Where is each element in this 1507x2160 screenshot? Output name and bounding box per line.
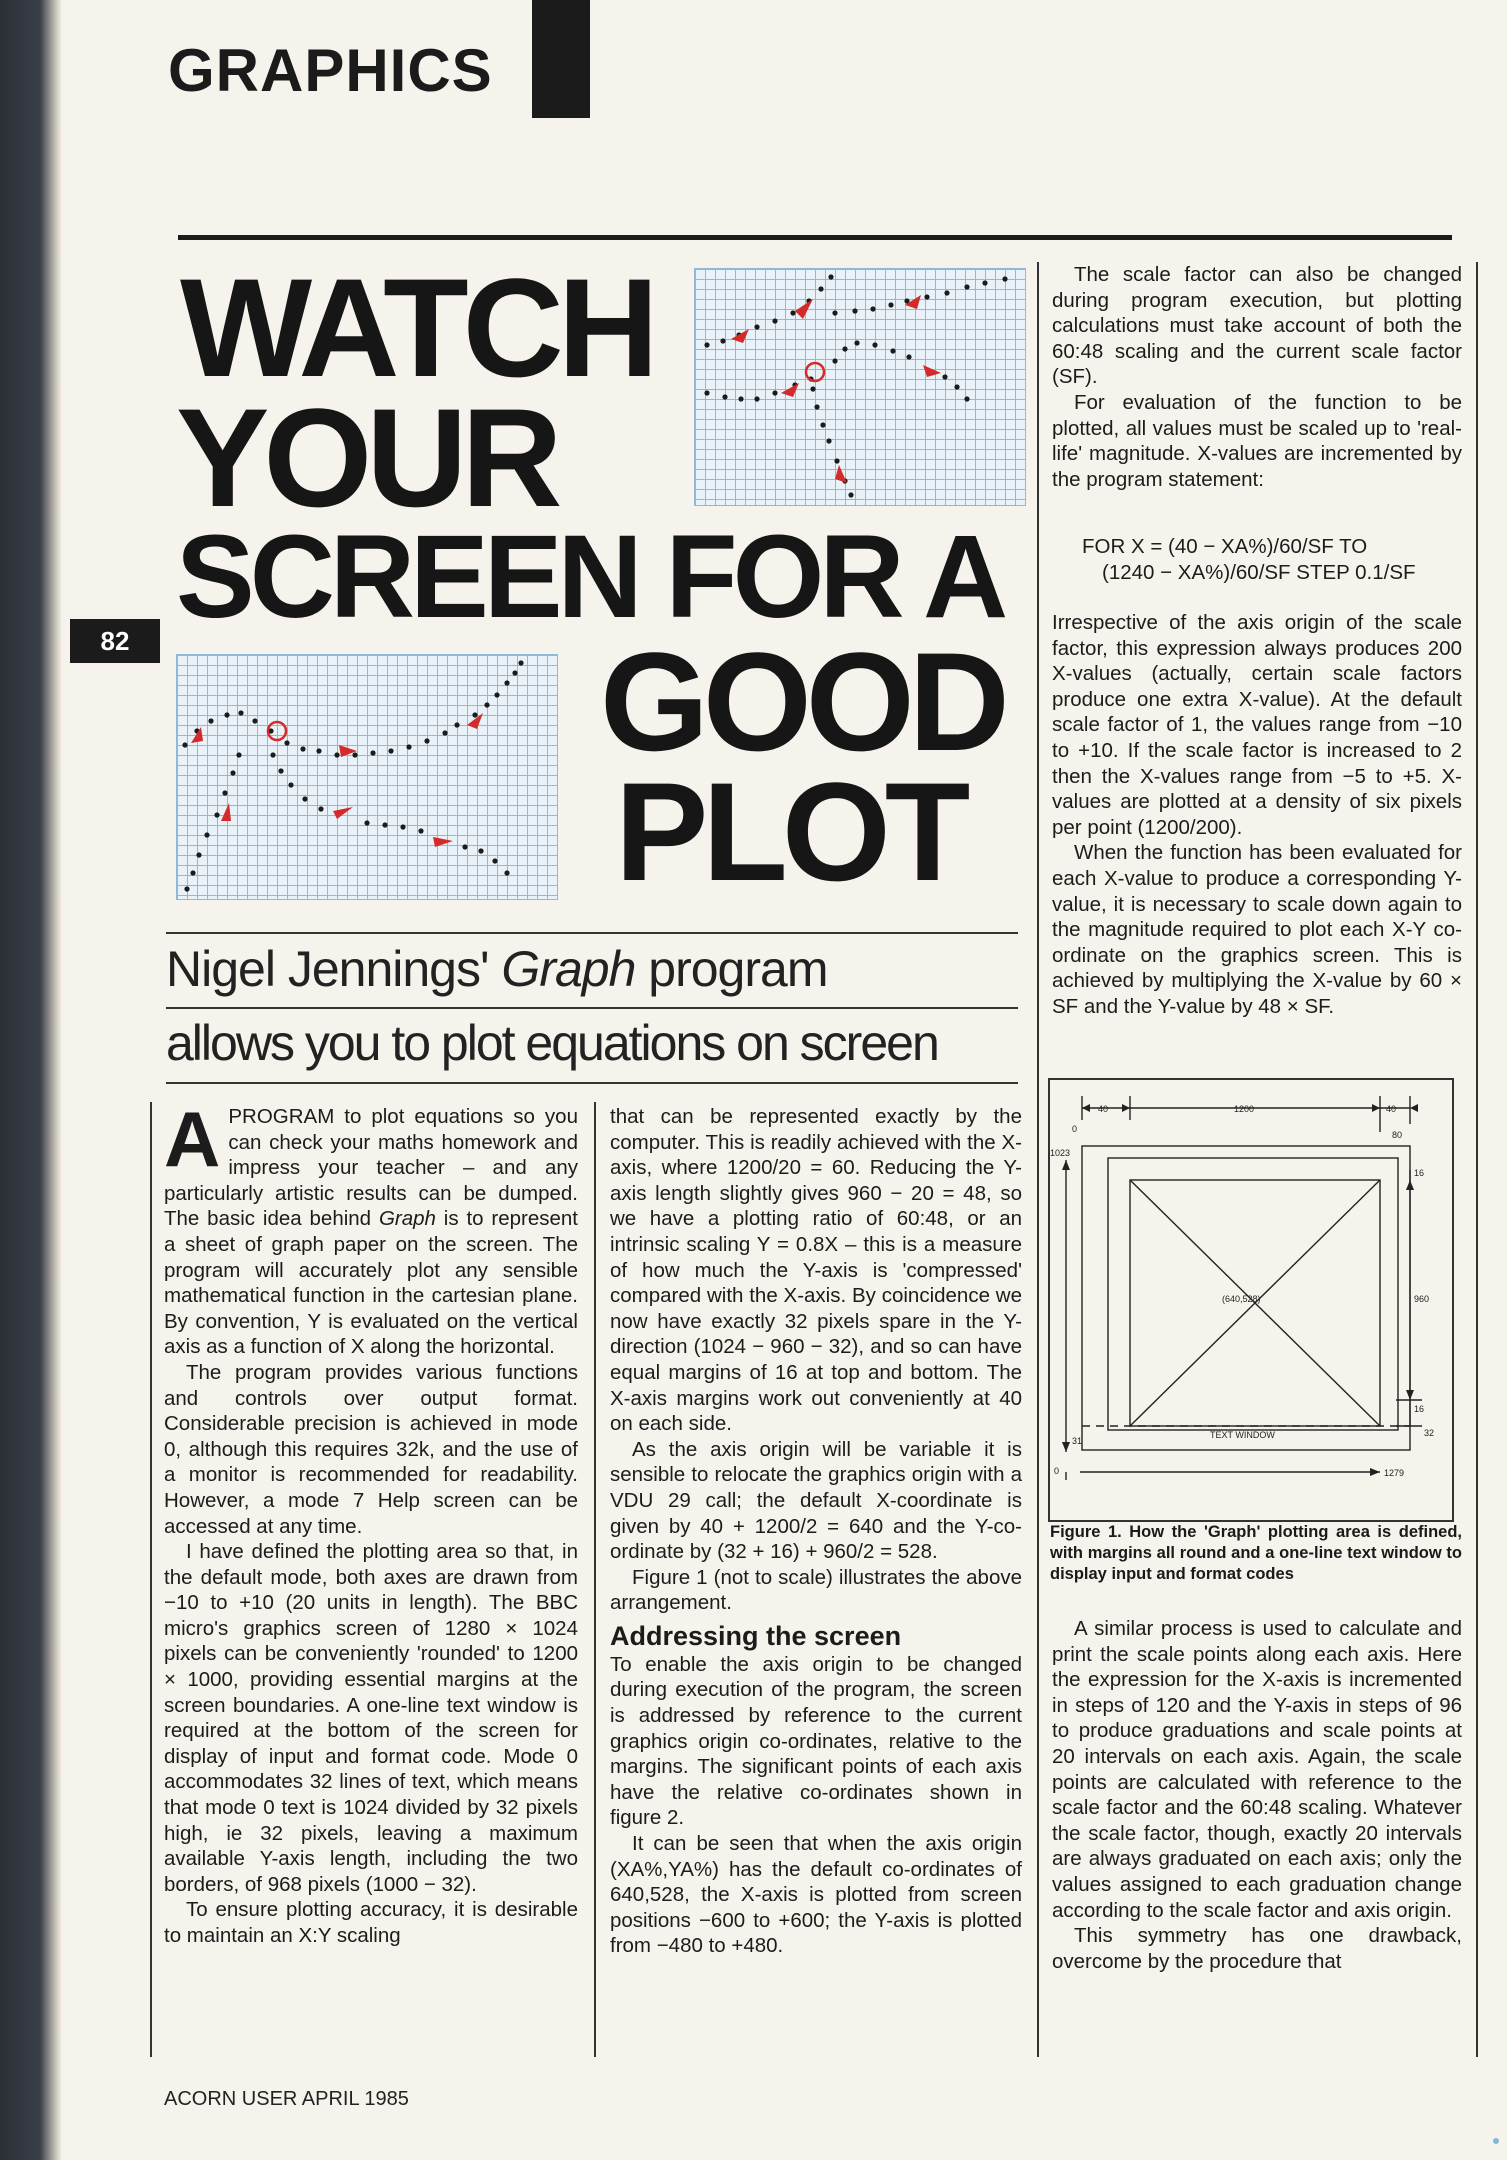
code-line-2: (1240 − XA%)/60/SF STEP 0.1/SF xyxy=(1102,561,1416,584)
deck-line-1-post: program xyxy=(635,941,828,997)
fig-label-center: (640,528) xyxy=(1222,1294,1261,1304)
page-footer: ACORN USER APRIL 1985 xyxy=(164,2088,409,2110)
article-column-3-bottom xyxy=(1052,1616,1462,1974)
graph-illustration-bottom xyxy=(176,654,558,900)
deck-line-1-italic: Graph xyxy=(501,941,636,997)
fig-label-16-bottom: 16 xyxy=(1414,1404,1425,1414)
figure-1-diagram xyxy=(1050,1080,1452,1520)
paragraph: I have defined the plotting area so that, in the default mode, both axes are drawn from −10 to +10 (20 units in length). The BBC micro's graphics screen of 1280 × 1024 pixels can be conveniently 'rounded' to 1200 × 1000, providing essential margins at the screen boundaries. A one-line text window is required at the bottom of the screen for display of input and format code. Mode 0 accommodates 32 lines of text, which means that mode 0 text is 1024 divided by 32 pixels high, ie 32 pixels, leaving a maximum available Y-axis length, including the two borders, of 968 pixels (1000 − 32). xyxy=(164,1540,578,1896)
graph-illustration-top xyxy=(694,268,1026,506)
column-rule-2 xyxy=(1037,262,1039,2057)
magazine-spine xyxy=(0,0,62,2160)
paragraph: Irrespective of the axis origin of the scale factor, this expression always produces 200 X-values (actually, certain scale factors produce one extra X-value). At the default scale factor of 1, the values range from −10 to +10. If the scale factor is increased to 2 then the X-values range from −5 to +5. X-values are plotted at a density of six pixels per point (1200/200). xyxy=(1052,611,1462,839)
figure-1 xyxy=(1048,1078,1454,1522)
fig-label-16-top: 16 xyxy=(1414,1168,1425,1178)
article-column-1 xyxy=(164,1095,579,1949)
paragraph: The scale factor can also be changed during program execution, but plotting calculations must take account of both the 60:48 scaling and the current scale factor (SF). xyxy=(1052,263,1462,389)
headline-line-watch: WATCH xyxy=(180,249,653,406)
deck-rule-bottom xyxy=(166,1082,1018,1084)
fig-label-32: 32 xyxy=(1424,1428,1435,1438)
column-rule-right xyxy=(1476,262,1478,2057)
fig-label-1279: 1279 xyxy=(1384,1468,1405,1478)
article-column-3-mid xyxy=(1052,610,1462,1020)
paragraph: To enable the axis origin to be changed during execution of the program, the screen is addressed by reference to the current graphics origin co-ordinates, relative to the margins. The significant points of each axis have the relative co-ordinates shown in figure 2. xyxy=(610,1652,1022,1830)
fig-label-1023: 1023 xyxy=(1050,1148,1071,1158)
intro-text-italic: Graph xyxy=(378,1207,436,1231)
article-column-2 xyxy=(610,1104,1022,1959)
plot-curve-top xyxy=(695,269,1025,505)
code-line-1: FOR X = (40 − XA%)/60/SF TO xyxy=(1082,535,1368,558)
paragraph: It can be seen that when the axis origin (XA%,YA%) has the default co-ordinates of 640,528, the X-axis is plotted from screen positions −600 to +600; the Y-axis is plotted from −480 to +480. xyxy=(610,1832,1022,1958)
page-number-badge: 82 xyxy=(70,619,160,663)
section-title: GRAPHICS xyxy=(168,37,493,104)
column-rule-left xyxy=(150,1102,152,2057)
plot-curve-bottom xyxy=(177,655,557,899)
deck-line-1 xyxy=(166,940,827,998)
drop-cap: A xyxy=(164,1095,221,1183)
deck-line-2: allows you to plot equations on screen xyxy=(166,1015,938,1071)
fig-label-40-left: 40 xyxy=(1098,1104,1109,1114)
intro-text-a: PROGRAM to plot equations so you can check your maths homework and impress your teacher – and any particularly artistic results can be dumped. The basic idea behind xyxy=(164,1105,578,1231)
fig-label-0-top: 0 xyxy=(1072,1124,1078,1134)
fig-label-40-right: 40 xyxy=(1386,1104,1397,1114)
paragraph: This symmetry has one drawback, overcome by the procedure that xyxy=(1052,1924,1462,1973)
deck-rule-middle xyxy=(166,1007,1018,1009)
intro-paragraph xyxy=(164,1095,579,1360)
header-rule xyxy=(178,235,1452,240)
headline-line-good: GOOD xyxy=(600,623,1004,780)
paragraph: When the function has been evaluated for each X-value to produce a corresponding Y-value, it is necessary to scale down again to the magnitude required to plot each X-Y co-ordinate on the graphics screen. This is achieved by multiplying the X-value by 60 × SF and the Y-value by 48 × SF. xyxy=(1052,841,1462,1018)
fig-label-0-bottom: 0 xyxy=(1054,1466,1060,1476)
paragraph: A similar process is used to calculate and print the scale points along each axis. Here the expression for the X-axis is incremented in steps of 120 and the Y-axis in steps of 96 to produce graduations and scale points at 20 intervals on each axis. Again, the scale points are calculated with reference to the scale factor and the 60:48 scaling. Whatever the scale factor, though, exactly 20 intervals are always graduated on each axis; only the values assigned to each graduation change according to the scale factor and axis origin. xyxy=(1052,1617,1462,1922)
paragraph: The program provides various functions and controls over output format. Considerable precision is achieved in mode 0, although this requires 32k, and the use of a monitor is recommended for readability. However, a mode 7 Help screen can be accessed at any time. xyxy=(164,1360,578,1538)
subheading-addressing-screen: Addressing the screen xyxy=(610,1620,902,1651)
fig-label-31: 31 xyxy=(1072,1436,1083,1446)
headline-line-plot: PLOT xyxy=(615,753,965,910)
paragraph: As the axis origin will be variable it is sensible to relocate the graphics origin with a VDU 29 call; the default X-coordinate is given by 40 + 1200/2 = 640 and the Y-co-ordinate by (32 + 16) + 960/2 = 528. xyxy=(610,1437,1022,1564)
paragraph: that can be represented exactly by the computer. This is readily achieved with the X-axis, where 1200/20 = 60. Reducing the Y-axis length slightly gives 960 − 20 = 48, so we have a plotting ratio of 60:48, or an intrinsic scaling Y = 0.8X – this is a measure of how much the Y-axis is 'compressed' compared with the X-axis. By coincidence we now have exactly 32 pixels spare in the Y-direction (1024 − 960 − 32), and so can have equal margins of 16 at top and bottom. The X-axis margins work out conveniently at 40 on each side. xyxy=(610,1105,1022,1436)
figure-1-caption: Figure 1. How the 'Graph' plotting area is defined, with margins all round and a one-line text window to display input and format codes xyxy=(1050,1523,1462,1583)
paragraph: To ensure plotting accuracy, it is desirable to maintain an X:Y scaling xyxy=(164,1898,578,1947)
section-bar xyxy=(532,0,590,118)
fig-label-80: 80 xyxy=(1392,1130,1403,1140)
page-mark xyxy=(1493,2138,1499,2144)
headline-line-your: YOUR xyxy=(176,379,557,536)
fig-label-text-window: TEXT WINDOW xyxy=(1210,1430,1275,1440)
paragraph: Figure 1 (not to scale) illustrates the above arrangement. xyxy=(610,1565,1022,1615)
headline-line-screen: SCREEN FOR A xyxy=(176,511,1004,643)
deck-line-1-pre: Nigel Jennings' xyxy=(166,941,502,997)
column-rule-1 xyxy=(594,1102,596,2057)
article-column-3-top xyxy=(1052,262,1462,492)
fig-label-960: 960 xyxy=(1414,1294,1430,1304)
paragraph: For evaluation of the function to be plotted, all values must be scaled up to 'real-life' magnitude. X-values are incremented by the program statement: xyxy=(1052,390,1462,491)
fig-label-1200: 1200 xyxy=(1234,1104,1255,1114)
intro-text-b: is to represent a sheet of graph paper on the screen. The program will accurately plot any sensible mathematical function in the cartesian plane. By convention, Y is evaluated on the vertical axis as a function of X along the horizontal. xyxy=(164,1207,579,1359)
deck-rule-top xyxy=(166,932,1018,934)
